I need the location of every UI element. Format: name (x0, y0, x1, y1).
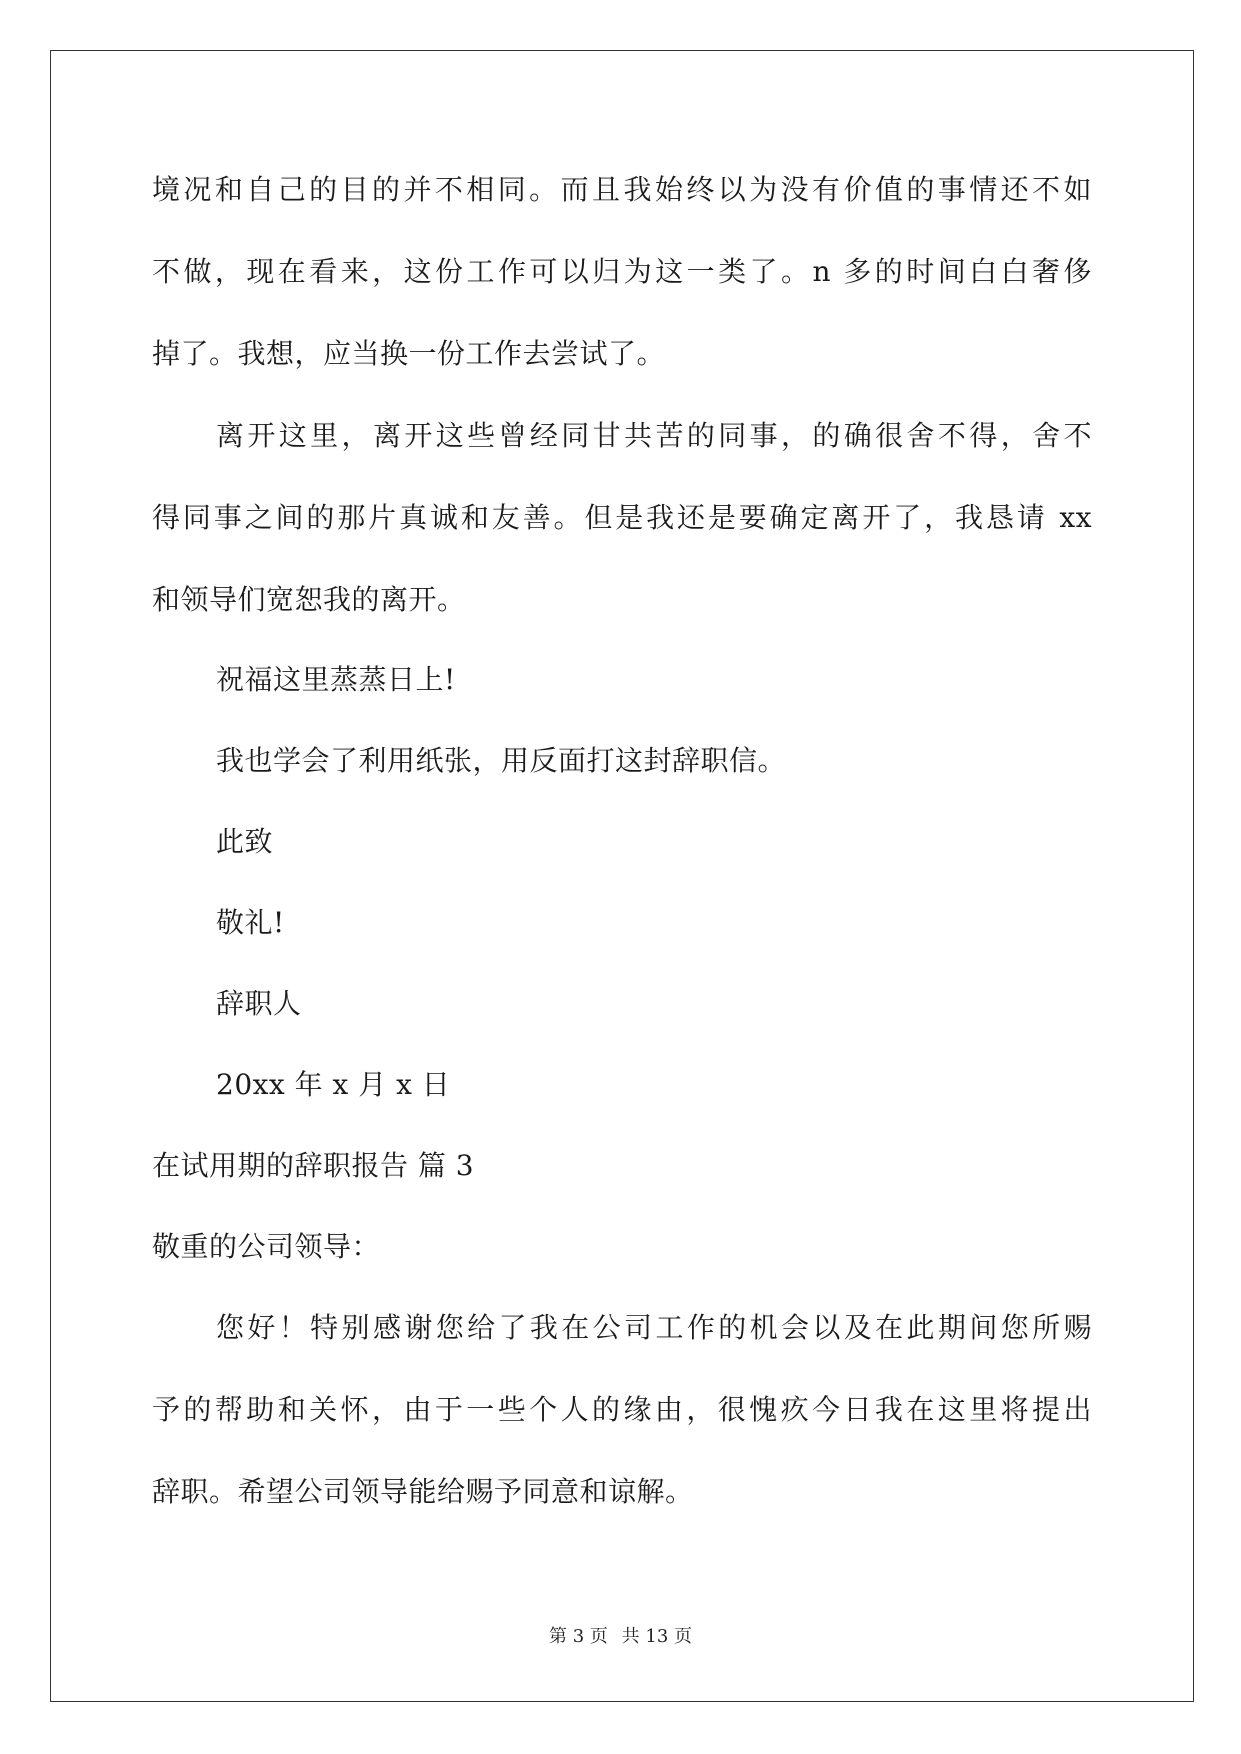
signature-line: 辞职人 (216, 987, 302, 1020)
greeting-line: 敬重的公司领导： (152, 1230, 381, 1263)
paragraph-line: 境况和自己的目的并不相同。而且我始终以为没有价值的事情还不如 (152, 173, 1092, 206)
salutation-line: 敬礼! (216, 906, 285, 939)
paragraph-line: 离开这里，离开这些曾经同甘共苦的同事，的确很舍不得，舍不 (216, 419, 1092, 452)
paragraph-line: 和领导们宽恕我的离开。 (152, 583, 466, 616)
section-heading: 在试用期的辞职报告 篇 3 (152, 1149, 475, 1182)
page-number: 第 3 页 (549, 1626, 608, 1647)
paragraph-line: 您好！特别感谢您给了我在公司工作的机会以及在此期间您所赐 (216, 1311, 1092, 1344)
date-line: 20xx 年 x 月 x 日 (216, 1068, 451, 1101)
page-total: 共 13 页 (621, 1626, 692, 1647)
paragraph-line: 我也学会了利用纸张，用反面打这封辞职信。 (216, 744, 787, 777)
paragraph-line: 得同事之间的那片真诚和友善。但是我还是要确定离开了，我恳请 xx (152, 501, 1092, 534)
closing-line: 此致 (216, 825, 274, 858)
page-border (50, 50, 1194, 1702)
paragraph-line: 掉了。我想，应当换一份工作去尝试了。 (152, 337, 666, 370)
blessing-line: 祝福这里蒸蒸日上! (216, 663, 456, 696)
paragraph-line: 不做，现在看来，这份工作可以归为这一类了。n 多的时间白白奢侈 (152, 255, 1092, 288)
paragraph-line: 予的帮助和关怀，由于一些个人的缘由，很愧疚今日我在这里将提出 (152, 1393, 1092, 1426)
paragraph-line: 辞职。希望公司领导能给赐予同意和谅解。 (152, 1475, 694, 1508)
page-footer (0, 1625, 1241, 1649)
